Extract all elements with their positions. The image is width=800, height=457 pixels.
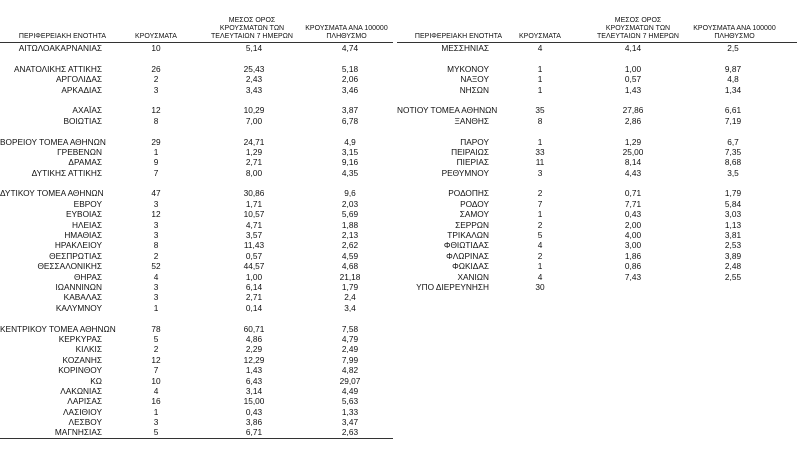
region-cell: ΜΑΓΝΗΣΙΑΣ: [54, 427, 102, 438]
region-cell: ΦΩΚΙΔΑΣ: [452, 261, 489, 272]
region-cell: ΚΕΝΤΡΙΚΟΥ ΤΟΜΕΑ ΑΘΗΝΩΝ: [0, 323, 116, 334]
table-row: [397, 272, 797, 282]
cases-cell: 3: [153, 198, 159, 209]
table-row: [0, 407, 393, 417]
per100k-cell: 3,46: [341, 84, 359, 95]
avg7-cell: 2,71: [245, 157, 263, 168]
cases-cell: 8: [153, 115, 159, 126]
header-avg7: ΜΕΣΟΣ ΟΡΟΣ ΚΡΟΥΣΜΑΤΩΝ ΤΩΝ ΤΕΛΕΥΤΑΙΩΝ 7 ΗΜΕΡΩΝ: [597, 17, 679, 40]
per100k-cell: 3,89: [724, 250, 742, 261]
avg7-cell: 25,43: [243, 63, 265, 74]
per100k-cell: 4,79: [341, 333, 359, 344]
table-row: [397, 209, 797, 219]
per100k-cell: 4,74: [341, 43, 359, 53]
region-cell: ΛΑΚΩΝΙΑΣ: [60, 385, 102, 396]
avg7-cell: 0,71: [624, 188, 642, 199]
region-cell: ΡΕΘΥΜΝΟΥ: [441, 167, 489, 178]
region-cell: ΧΑΝΙΩΝ: [457, 271, 489, 282]
avg7-cell: 0,57: [624, 74, 642, 85]
per100k-cell: 29,07: [339, 375, 361, 386]
per100k-cell: 2,62: [341, 240, 359, 251]
table-row: [397, 240, 797, 250]
cases-cell: 47: [151, 188, 161, 199]
per100k-cell: 4,8: [727, 74, 739, 85]
table-row: [0, 417, 393, 427]
table-row: [0, 272, 393, 282]
spacer-row: [0, 126, 393, 136]
per100k-cell: 2,03: [341, 198, 359, 209]
avg7-cell: 7,43: [624, 271, 642, 282]
table-row: [0, 324, 393, 334]
header-cases: ΚΡΟΥΣΜΑΤΑ: [135, 33, 177, 40]
table-row: [0, 427, 393, 438]
cases-cell: 29: [151, 136, 161, 147]
cases-cell: 2: [153, 74, 159, 85]
table-row: [397, 147, 797, 157]
table-row: [397, 116, 797, 126]
region-cell: ΚΩ: [90, 375, 102, 386]
avg7-cell: 1,00: [245, 271, 263, 282]
per100k-cell: 2,5: [727, 43, 739, 53]
right-cases-table: [397, 10, 797, 292]
cases-cell: 12: [151, 105, 161, 116]
left-table-header: [0, 10, 393, 43]
cases-cell: 1: [153, 146, 159, 157]
region-cell: ΒΟΡΕΙΟΥ ΤΟΜΕΑ ΑΘΗΝΩΝ: [0, 136, 106, 147]
avg7-cell: 12,29: [243, 354, 265, 365]
cases-cell: 16: [151, 396, 161, 407]
cases-cell: 4: [153, 385, 159, 396]
region-cell: ΓΡΕΒΕΝΩΝ: [57, 146, 102, 157]
region-cell: ΑΙΤΩΛΟΑΚΑΡΝΑΝΙΑΣ: [18, 43, 102, 53]
table-row: [0, 365, 393, 375]
cases-cell: 30: [535, 281, 545, 292]
cases-cell: 3: [153, 230, 159, 241]
avg7-cell: 10,57: [243, 209, 265, 220]
region-cell: ΝΟΤΙΟΥ ΤΟΜΕΑ ΑΘΗΝΩΝ: [397, 105, 498, 116]
spacer-row: [0, 313, 393, 323]
avg7-cell: 25,00: [622, 146, 644, 157]
per100k-cell: 5,18: [341, 63, 359, 74]
table-row: [0, 137, 393, 147]
cases-cell: 7: [153, 365, 159, 376]
spacer-row: [0, 53, 393, 63]
per100k-cell: 1,33: [341, 406, 359, 417]
table-row: [0, 209, 393, 219]
table-row: [0, 251, 393, 261]
table-row: [0, 168, 393, 178]
per100k-cell: 6,61: [724, 105, 742, 116]
region-cell: ΚΕΡΚΥΡΑΣ: [58, 333, 102, 344]
cases-cell: 10: [151, 43, 161, 53]
cases-cell: 4: [537, 271, 543, 282]
table-row: [397, 105, 797, 115]
table-row: [0, 74, 393, 84]
region-cell: ΔΥΤΙΚΟΥ ΤΟΜΕΑ ΑΘΗΝΩΝ: [0, 188, 104, 199]
region-cell: ΣΕΡΡΩΝ: [455, 219, 489, 230]
right-table-header: [397, 10, 797, 43]
region-cell: ΗΡΑΚΛΕΙΟΥ: [54, 240, 102, 251]
per100k-cell: 9,6: [344, 188, 356, 199]
spacer-row: [0, 178, 393, 188]
avg7-cell: 0,43: [245, 406, 263, 417]
cases-cell: 78: [151, 323, 161, 334]
cases-cell: 8: [153, 240, 159, 251]
avg7-cell: 4,14: [624, 43, 642, 53]
per100k-cell: 7,19: [724, 115, 742, 126]
per100k-cell: 8,68: [724, 157, 742, 168]
avg7-cell: 8,14: [624, 157, 642, 168]
avg7-cell: 1,29: [245, 146, 263, 157]
region-cell: ΘΗΡΑΣ: [73, 271, 102, 282]
spacer-row: [397, 178, 797, 188]
cases-cell: 2: [153, 344, 159, 355]
region-cell: ΗΛΕΙΑΣ: [71, 219, 102, 230]
avg7-cell: 11,43: [243, 240, 265, 251]
avg7-cell: 0,86: [624, 261, 642, 272]
region-cell: ΣΑΜΟΥ: [459, 209, 489, 220]
avg7-cell: 3,14: [245, 385, 263, 396]
per100k-cell: 2,55: [724, 271, 742, 282]
cases-cell: 11: [535, 157, 545, 168]
per100k-cell: 6,78: [341, 115, 359, 126]
per100k-cell: 2,13: [341, 230, 359, 241]
table-row: [0, 220, 393, 230]
table-row: [0, 261, 393, 271]
avg7-cell: 27,86: [622, 105, 644, 116]
region-cell: ΡΟΔΟΠΗΣ: [448, 188, 489, 199]
spacer-row: [397, 126, 797, 136]
per100k-cell: 6,7: [727, 136, 739, 147]
per100k-cell: 1,34: [724, 84, 742, 95]
table-row: [0, 396, 393, 406]
region-cell: ΒΟΙΩΤΙΑΣ: [63, 115, 102, 126]
table-row: [0, 116, 393, 126]
cases-cell: 3: [153, 84, 159, 95]
region-cell: ΙΩΑΝΝΙΝΩΝ: [55, 281, 102, 292]
left-cases-table: [0, 10, 393, 439]
cases-cell: 3: [153, 417, 159, 428]
region-cell: ΕΒΡΟΥ: [73, 198, 102, 209]
per100k-cell: 4,9: [344, 136, 356, 147]
avg7-cell: 0,57: [245, 250, 263, 261]
avg7-cell: 1,43: [624, 84, 642, 95]
cases-cell: 1: [537, 261, 543, 272]
table-row: [397, 168, 797, 178]
header-cases: ΚΡΟΥΣΜΑΤΑ: [519, 33, 561, 40]
region-cell: ΛΕΣΒΟΥ: [68, 417, 102, 428]
avg7-cell: 4,00: [624, 230, 642, 241]
region-cell: ΞΑΝΘΗΣ: [454, 115, 489, 126]
avg7-cell: 1,00: [624, 63, 642, 74]
cases-cell: 52: [151, 261, 161, 272]
table-row: [0, 105, 393, 115]
per100k-cell: 4,49: [341, 385, 359, 396]
avg7-cell: 10,29: [243, 105, 265, 116]
table-row: [0, 157, 393, 167]
per100k-cell: 3,81: [724, 230, 742, 241]
region-cell: ΔΥΤΙΚΗΣ ΑΤΤΙΚΗΣ: [31, 167, 102, 178]
region-cell: ΛΑΡΙΣΑΣ: [67, 396, 102, 407]
avg7-cell: 7,00: [245, 115, 263, 126]
region-cell: ΚΟΖΑΝΗΣ: [62, 354, 102, 365]
per100k-cell: 5,84: [724, 198, 742, 209]
per100k-cell: 2,4: [344, 292, 356, 303]
per100k-cell: 3,03: [724, 209, 742, 220]
table-row: [0, 43, 393, 53]
cases-cell: 2: [153, 250, 159, 261]
cases-cell: 3: [537, 167, 543, 178]
per100k-cell: 3,5: [727, 167, 739, 178]
region-cell: ΑΡΚΑΔΙΑΣ: [61, 84, 102, 95]
table-row: [0, 282, 393, 292]
table-row: [0, 344, 393, 354]
table-row: [0, 334, 393, 344]
cases-cell: 5: [153, 427, 159, 438]
cases-cell: 5: [537, 230, 543, 241]
avg7-cell: 5,14: [245, 43, 263, 53]
cases-cell: 1: [153, 406, 159, 417]
cases-cell: 8: [537, 115, 543, 126]
avg7-cell: 3,43: [245, 84, 263, 95]
table-row: [397, 230, 797, 240]
cases-cell: 9: [153, 157, 159, 168]
per100k-cell: 4,68: [341, 261, 359, 272]
region-cell: ΠΙΕΡΙΑΣ: [456, 157, 489, 168]
per100k-cell: 4,59: [341, 250, 359, 261]
table-row: [0, 188, 393, 198]
region-cell: ΠΕΙΡΑΙΩΣ: [451, 146, 489, 157]
avg7-cell: 6,14: [245, 281, 263, 292]
per100k-cell: 2,53: [724, 240, 742, 251]
per100k-cell: 9,16: [341, 157, 359, 168]
table-row: [397, 282, 797, 292]
table-row: [397, 74, 797, 84]
cases-cell: 1: [537, 63, 543, 74]
region-cell: ΑΡΓΟΛΙΔΑΣ: [56, 74, 102, 85]
avg7-cell: 4,86: [245, 333, 263, 344]
table-row: [397, 43, 797, 53]
cases-cell: 3: [153, 292, 159, 303]
table-row: [0, 386, 393, 396]
table-row: [0, 199, 393, 209]
region-cell: ΥΠΟ ΔΙΕΡΕΥΝΗΣΗ: [416, 281, 489, 292]
avg7-cell: 44,57: [243, 261, 265, 272]
right-table-body: [397, 43, 797, 292]
table-row: [0, 64, 393, 74]
header-region: ΠΕΡΙΦΕΡΕΙΑΚΗ ΕΝΟΤΗΤΑ: [18, 33, 107, 40]
avg7-cell: 6,71: [245, 427, 263, 438]
table-row: [0, 85, 393, 95]
table-row: [0, 147, 393, 157]
cases-cell: 2: [537, 188, 543, 199]
avg7-cell: 1,29: [624, 136, 642, 147]
per100k-cell: 5,69: [341, 209, 359, 220]
per100k-cell: 1,13: [724, 219, 742, 230]
region-cell: ΤΡΙΚΑΛΩΝ: [447, 230, 489, 241]
avg7-cell: 60,71: [243, 323, 265, 334]
region-cell: ΛΑΣΙΘΙΟΥ: [63, 406, 102, 417]
table-row: [397, 261, 797, 271]
per100k-cell: 3,47: [341, 417, 359, 428]
region-cell: ΜΕΣΣΗΝΙΑΣ: [441, 43, 489, 53]
table-row: [0, 355, 393, 365]
region-cell: ΕΥΒΟΙΑΣ: [65, 209, 102, 220]
avg7-cell: 4,71: [245, 219, 263, 230]
region-cell: ΡΟΔΟΥ: [460, 198, 489, 209]
avg7-cell: 0,14: [245, 302, 263, 313]
region-cell: ΦΛΩΡΙΝΑΣ: [446, 250, 489, 261]
per100k-cell: 2,63: [341, 427, 359, 438]
cases-cell: 2: [537, 219, 543, 230]
cases-cell: 7: [537, 198, 543, 209]
avg7-cell: 2,71: [245, 292, 263, 303]
header-per100k: ΚΡΟΥΣΜΑΤΑ ΑΝΑ 100000 ΠΛΗΘΥΣΜΟ: [305, 25, 388, 40]
per100k-cell: 3,4: [344, 302, 356, 313]
per100k-cell: 4,82: [341, 365, 359, 376]
cases-cell: 4: [153, 271, 159, 282]
per100k-cell: 5,63: [341, 396, 359, 407]
region-cell: ΑΝΑΤΟΛΙΚΗΣ ΑΤΤΙΚΗΣ: [13, 63, 102, 74]
table-row: [397, 64, 797, 74]
per100k-cell: 3,15: [341, 146, 359, 157]
table-row: [397, 220, 797, 230]
region-cell: ΝΗΣΩΝ: [459, 84, 489, 95]
per100k-cell: 3,87: [341, 105, 359, 116]
table-row: [397, 199, 797, 209]
region-cell: ΘΕΣΣΑΛΟΝΙΚΗΣ: [37, 261, 102, 272]
cases-cell: 1: [537, 136, 543, 147]
cases-cell: 5: [153, 333, 159, 344]
region-cell: ΘΕΣΠΡΩΤΙΑΣ: [49, 250, 102, 261]
avg7-cell: 30,86: [243, 188, 265, 199]
cases-cell: 12: [151, 209, 161, 220]
per100k-cell: 9,87: [724, 63, 742, 74]
per100k-cell: 2,49: [341, 344, 359, 355]
cases-cell: 3: [153, 281, 159, 292]
cases-cell: 3: [153, 219, 159, 230]
cases-cell: 1: [537, 209, 543, 220]
table-row: [397, 157, 797, 167]
cases-cell: 1: [537, 84, 543, 95]
avg7-cell: 4,43: [624, 167, 642, 178]
header-per100k: ΚΡΟΥΣΜΑΤΑ ΑΝΑ 100000 ΠΛΗΘΥΣΜΟ: [693, 25, 776, 40]
cases-cell: 4: [537, 240, 543, 251]
spacer-row: [397, 95, 797, 105]
avg7-cell: 7,71: [624, 198, 642, 209]
avg7-cell: 3,86: [245, 417, 263, 428]
cases-cell: 2: [537, 250, 543, 261]
region-cell: ΠΑΡΟΥ: [460, 136, 489, 147]
spacer-row: [0, 95, 393, 105]
per100k-cell: 2,48: [724, 261, 742, 272]
cases-cell: 26: [151, 63, 161, 74]
region-cell: ΚΟΡΙΝΘΟΥ: [58, 365, 102, 376]
region-cell: ΔΡΑΜΑΣ: [68, 157, 102, 168]
region-cell: ΚΑΛΥΜΝΟΥ: [55, 302, 102, 313]
avg7-cell: 2,43: [245, 74, 263, 85]
avg7-cell: 1,43: [245, 365, 263, 376]
cases-cell: 1: [153, 302, 159, 313]
per100k-cell: 1,79: [341, 281, 359, 292]
region-cell: ΑΧΑΪΑΣ: [72, 105, 102, 116]
per100k-cell: 7,99: [341, 354, 359, 365]
per100k-cell: 7,35: [724, 146, 742, 157]
per100k-cell: 2,06: [341, 74, 359, 85]
cases-cell: 1: [537, 74, 543, 85]
avg7-cell: 24,71: [243, 136, 265, 147]
table-row: [0, 303, 393, 313]
avg7-cell: 2,00: [624, 219, 642, 230]
cases-cell: 7: [153, 167, 159, 178]
avg7-cell: 15,00: [243, 396, 265, 407]
cases-cell: 12: [151, 354, 161, 365]
table-row: [0, 240, 393, 250]
avg7-cell: 2,86: [624, 115, 642, 126]
header-region: ΠΕΡΙΦΕΡΕΙΑΚΗ ΕΝΟΤΗΤΑ: [414, 33, 503, 40]
avg7-cell: 1,71: [245, 198, 263, 209]
table-row: [397, 137, 797, 147]
header-avg7: ΜΕΣΟΣ ΟΡΟΣ ΚΡΟΥΣΜΑΤΩΝ ΤΩΝ ΤΕΛΕΥΤΑΙΩΝ 7 ΗΜΕΡΩΝ: [211, 17, 293, 40]
avg7-cell: 0,43: [624, 209, 642, 220]
table-row: [397, 85, 797, 95]
region-cell: ΝΑΞΟΥ: [460, 74, 489, 85]
table-row: [397, 251, 797, 261]
avg7-cell: 1,86: [624, 250, 642, 261]
spacer-row: [397, 53, 797, 63]
avg7-cell: 8,00: [245, 167, 263, 178]
table-row: [397, 188, 797, 198]
per100k-cell: 1,88: [341, 219, 359, 230]
table-row: [0, 230, 393, 240]
region-cell: ΦΘΙΩΤΙΔΑΣ: [443, 240, 489, 251]
region-cell: ΜΥΚΟΝΟΥ: [447, 63, 489, 74]
per100k-cell: 7,58: [341, 323, 359, 334]
cases-cell: 4: [537, 43, 543, 53]
avg7-cell: 2,29: [245, 344, 263, 355]
cases-cell: 35: [535, 105, 545, 116]
per100k-cell: 4,35: [341, 167, 359, 178]
region-cell: ΚΑΒΑΛΑΣ: [63, 292, 102, 303]
region-cell: ΗΜΑΘΙΑΣ: [64, 230, 102, 241]
cases-cell: 33: [535, 146, 545, 157]
avg7-cell: 6,43: [245, 375, 263, 386]
table-row: [0, 376, 393, 386]
cases-cell: 10: [151, 375, 161, 386]
region-cell: ΚΙΛΚΙΣ: [75, 344, 102, 355]
per100k-cell: 1,79: [724, 188, 742, 199]
per100k-cell: 21,18: [339, 271, 361, 282]
avg7-cell: 3,00: [624, 240, 642, 251]
table-row: [0, 292, 393, 302]
avg7-cell: 3,57: [245, 230, 263, 241]
left-table-body: [0, 43, 393, 439]
